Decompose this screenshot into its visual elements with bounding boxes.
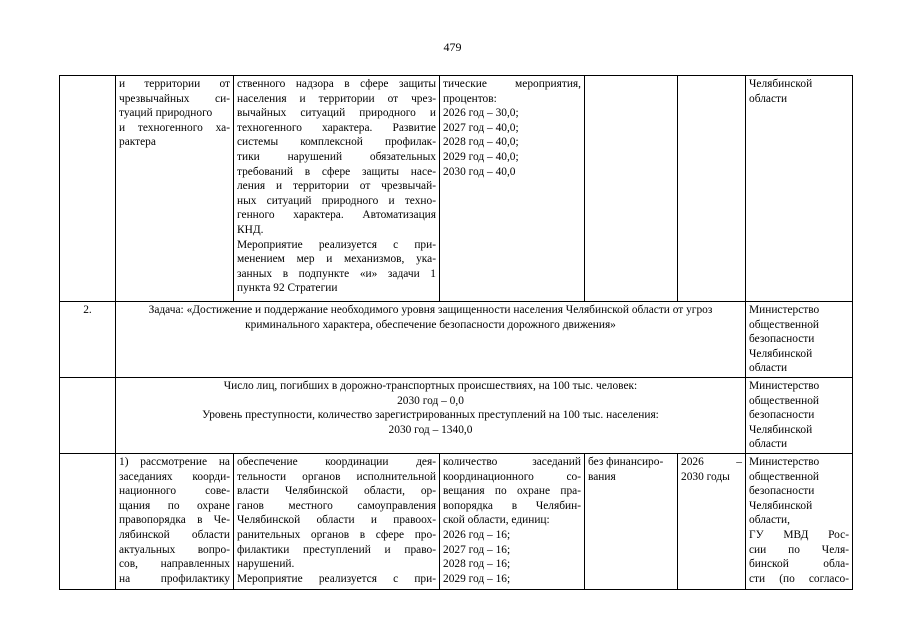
cell-line: Челябинской xyxy=(749,78,813,90)
cell-line: ственного надзора в сфере защиты xyxy=(237,78,436,90)
cell-line: ГУ МВД Рос- xyxy=(749,528,849,541)
cell-line: обеспечение координации дея- xyxy=(237,455,436,468)
task-text: Задача: «Достижение и поддержание необходимого уровня защищенности населения Челябинской области от угроз криминального характера, обеспечение безопасности дорожного движения» xyxy=(116,302,746,378)
cell-line: Челябинской xyxy=(749,347,813,360)
cell-line: тельности органов исполнительной xyxy=(237,470,436,483)
cell-line: пункта 92 Стратегии xyxy=(237,282,338,295)
cell-line: вещания по охране пра- xyxy=(443,485,581,498)
cell-event-name xyxy=(116,453,234,589)
cell-line: вопорядка в Челябин- xyxy=(443,499,581,512)
cell-line: и техногенного ха- xyxy=(119,121,230,134)
task-responsible xyxy=(746,302,853,378)
indicators-cell xyxy=(116,377,746,453)
cell-indicator xyxy=(440,76,585,302)
cell-line: правопорядка в Че- xyxy=(119,514,230,527)
cell-line: сии по Челя- xyxy=(749,543,849,556)
cell-line: области, xyxy=(749,514,790,527)
cell-line: вания xyxy=(588,470,616,483)
cell-line: Мероприятие реализуется с при- xyxy=(237,572,436,585)
indicator-road-deaths-value: 2030 год – 0,0 xyxy=(397,394,464,407)
cell-line: общественной xyxy=(749,470,819,483)
cell-line: ранительных органов в сфере про- xyxy=(237,528,436,541)
cell-line: 2028 год – 40,0; xyxy=(443,136,519,149)
task-number: 2. xyxy=(60,302,116,378)
cell-line: тические мероприятия, xyxy=(443,78,581,90)
cell-line: 2029 год – 40,0; xyxy=(443,150,519,163)
cell-event-content xyxy=(234,76,440,302)
cell-line: бинской обла- xyxy=(749,558,849,571)
indicator-crime-level: Уровень преступности, количество зарегистрированных преступлений на 100 тыс. населения: xyxy=(202,409,659,422)
cell-line: безопасности xyxy=(749,409,815,422)
cell-line: национного сове- xyxy=(119,485,230,498)
cell-line: менением мер и механизмов, ука- xyxy=(237,253,436,266)
cell-line: области xyxy=(749,362,788,375)
cell-line: и территории от xyxy=(119,78,230,90)
cell-number xyxy=(60,453,116,589)
cell-financing xyxy=(585,76,678,302)
cell-line: координационного со- xyxy=(443,470,581,483)
cell-line: 2026 год – 30,0; xyxy=(443,107,519,120)
cell-responsible xyxy=(746,453,853,589)
cell-line: общественной xyxy=(749,318,819,331)
cell-line: тики нарушений обязательных xyxy=(237,150,436,163)
cell-line: Челябинской xyxy=(749,499,813,512)
cell-line: на профилактику xyxy=(119,572,230,585)
cell-line: системы комплексной профилак- xyxy=(237,136,436,149)
cell-line: вычайных ситуаций природного и xyxy=(237,107,436,120)
cell-line: лябинской области xyxy=(119,528,230,541)
indicator-road-deaths: Число лиц, погибших в дорожно-транспортных происшествиях, на 100 тыс. человек: xyxy=(223,379,638,392)
cell-line: общественной xyxy=(749,394,819,407)
cell-line: 2028 год – 16; xyxy=(443,558,511,571)
cell-empty xyxy=(60,377,116,453)
table-row-task xyxy=(60,302,853,378)
cell-line: без финансиро- xyxy=(588,455,664,468)
page-number: 479 xyxy=(443,40,462,54)
cell-line: 2027 год – 16; xyxy=(443,543,511,556)
cell-line: чрезвычайных си- xyxy=(119,92,230,105)
strategy-table xyxy=(59,75,853,590)
indicator-crime-level-value: 2030 год – 1340,0 xyxy=(388,423,473,436)
table-row-indicators xyxy=(60,377,853,453)
cell-indicator xyxy=(440,453,585,589)
cell-line: ской области, единиц: xyxy=(443,514,550,527)
cell-line: безопасности xyxy=(749,333,815,346)
cell-responsible xyxy=(746,76,853,302)
indicators-responsible xyxy=(746,377,853,453)
table-row-continuation xyxy=(60,76,853,302)
cell-line: Министерство xyxy=(749,455,820,468)
cell-line: 2026 год – 16; xyxy=(443,528,511,541)
cell-line: КНД. xyxy=(237,223,264,236)
cell-line: сов, направленных xyxy=(119,558,230,571)
cell-line: области xyxy=(749,92,788,105)
cell-line: ганов местного самоуправления xyxy=(237,499,436,512)
cell-line: требований в сфере защиты насе- xyxy=(237,165,436,178)
cell-line: туаций природного xyxy=(119,107,213,120)
cell-line: 2030 год – 40,0 xyxy=(443,165,516,178)
cell-line: 1) рассмотрение на xyxy=(119,455,230,468)
cell-line: области xyxy=(749,438,788,451)
cell-line: ных ситуаций природного и техно- xyxy=(237,194,436,207)
cell-event-content xyxy=(234,453,440,589)
cell-line: 2030 годы xyxy=(681,470,730,483)
cell-line: 2029 год – 16; xyxy=(443,572,511,585)
cell-line: щания по охране xyxy=(119,499,230,512)
cell-line: Челябинской области и правоох- xyxy=(237,514,436,527)
cell-line: власти Челябинской области, ор- xyxy=(237,485,436,498)
table-row-event-1 xyxy=(60,453,853,589)
cell-line: занных в подпункте «и» задачи 1 xyxy=(237,267,436,280)
cell-line: Челябинской xyxy=(749,423,813,436)
cell-line: населения и территории от чрез- xyxy=(237,92,436,105)
cell-line: актуальных вопро- xyxy=(119,543,230,556)
cell-number xyxy=(60,76,116,302)
cell-line: 2027 год – 40,0; xyxy=(443,121,519,134)
cell-line: заседаниях коорди- xyxy=(119,470,230,483)
cell-financing xyxy=(585,453,678,589)
cell-line: Министерство xyxy=(749,379,820,392)
cell-line: 2026 – xyxy=(681,455,742,468)
cell-period xyxy=(678,453,746,589)
cell-line: процентов: xyxy=(443,92,497,105)
cell-line: Министерство xyxy=(749,304,820,316)
cell-event-name xyxy=(116,76,234,302)
cell-line: генного характера. Автоматизация xyxy=(237,209,436,222)
cell-line: сти (по согласо- xyxy=(749,572,849,585)
cell-line: Мероприятие реализуется с при- xyxy=(237,238,436,251)
cell-line: безопасности xyxy=(749,485,815,498)
cell-line: техногенного характера. Развитие xyxy=(237,121,436,134)
cell-line: нарушений. xyxy=(237,558,295,571)
cell-line: количество заседаний xyxy=(443,455,581,468)
cell-line: рактера xyxy=(119,136,156,149)
cell-period xyxy=(678,76,746,302)
cell-line: филактики преступлений и право- xyxy=(237,543,436,556)
cell-line: ления и территории от чрезвычай- xyxy=(237,180,436,193)
